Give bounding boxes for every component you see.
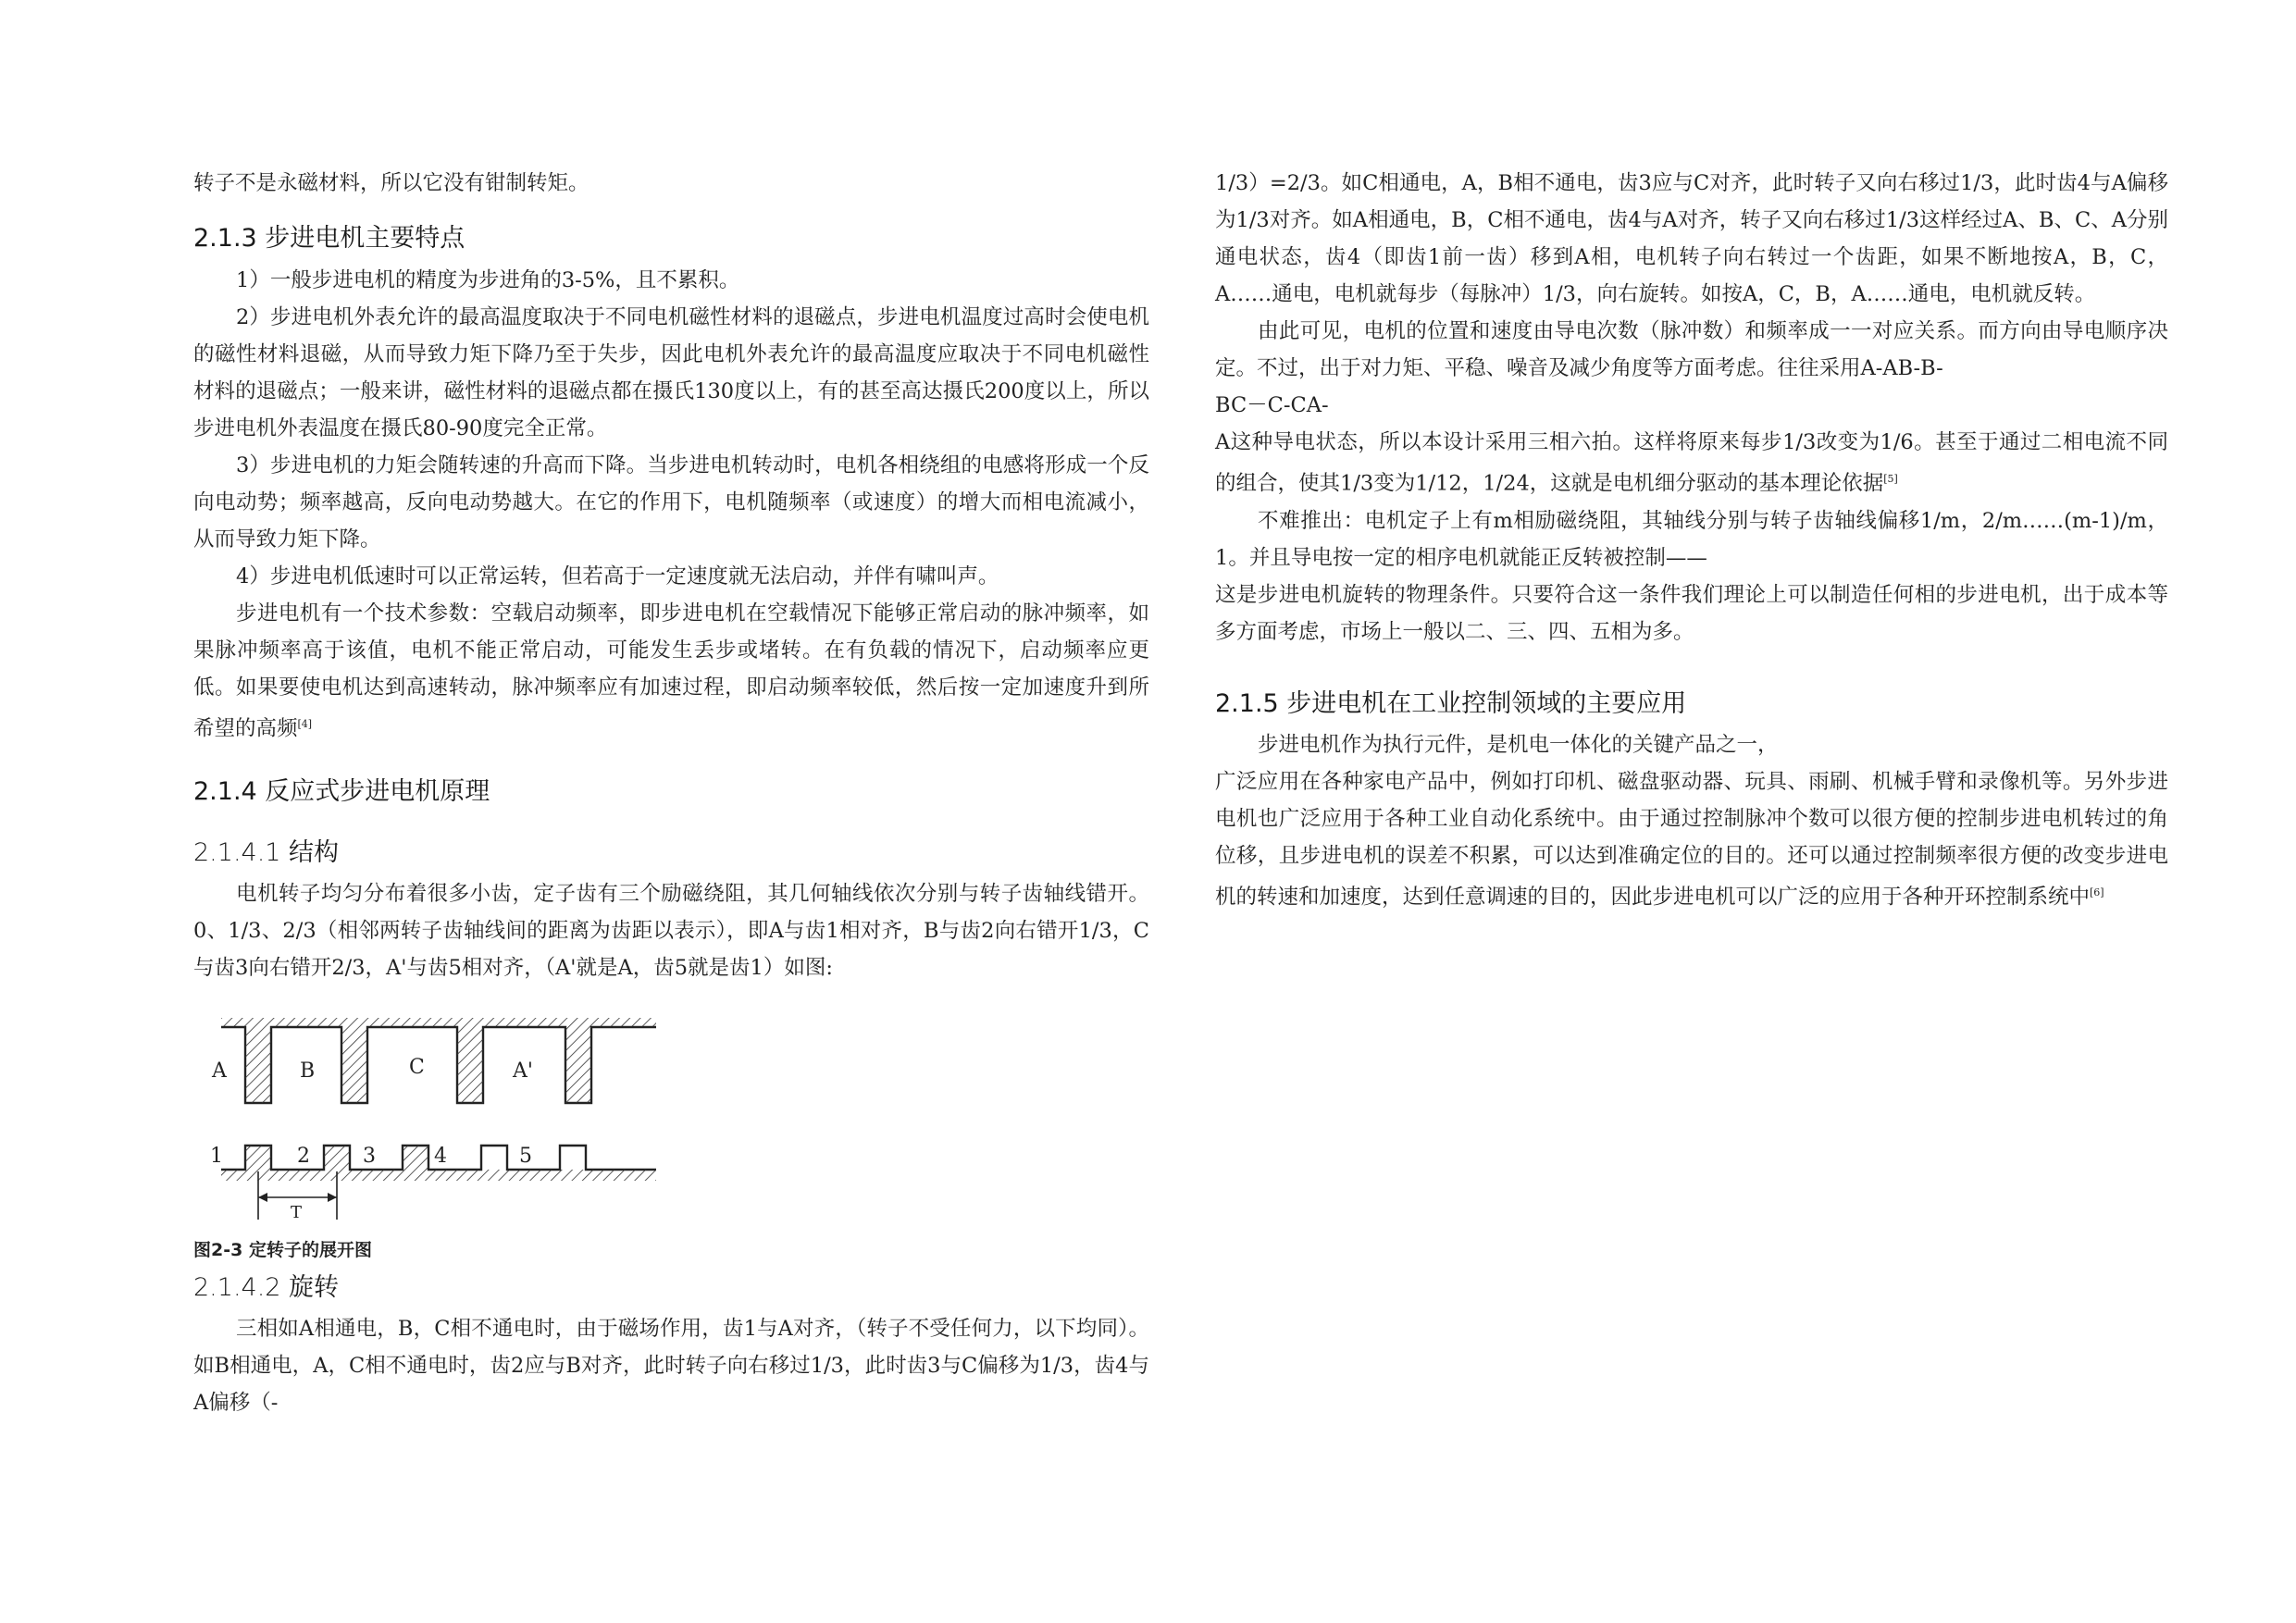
rotation-paragraph: 三相如A相通电，B，C相不通电时，由于磁场作用，齿1与A对齐，（转子不受任何力，以下均同）。如B相通电，A，C相不通电时，齿2应与B对齐，此时转子向右移过1/3，此时齿3与C偏移为1/3，齿4与A偏移（- (193, 1316, 1149, 1415)
heading-2-1-4-1: 2.1.4.1 结构 (193, 837, 340, 867)
rotor-tooth-3 (403, 1146, 428, 1170)
stator-tooth-a (245, 1027, 271, 1103)
application-text: 广泛应用在各种家电产品中，例如打印机、磁盘驱动器、玩具、雨刷、机械手臂和录像机等。另外步进电机也广泛应用于各种工业自动化系统中。由于通过控制脉冲个数可以很方便的控制步进电机转过的角位移，且步进电机的误差不积累，可以达到准确定位的目的。还可以通过控制频率很方便的改变步进电机的转速和加速度，达到任意调速的目的，因此步进电机可以广泛的应用于各种开环控制系统中 (1215, 769, 2168, 909)
label-A: A (212, 1059, 227, 1083)
label-3: 3 (363, 1144, 376, 1168)
heading-2-1-4: 2.1.4 反应式步进电机原理 (193, 776, 490, 806)
heading-2-1-4-2: 2.1.4.2 旋转 (193, 1272, 340, 1302)
citation-6: [6] (2090, 886, 2104, 898)
citation-4: [4] (297, 718, 313, 730)
feature-5-text: 步进电机有一个技术参数：空载启动频率，即步进电机在空载情况下能够正常启动的脉冲频率，如果脉冲频率高于该值，电机不能正常启动，可能发生丢步或堵转。在有负载的情况下，启动频率应更低。如果要使电机达到高速转动，脉冲频率应有加速过程，即启动频率较低，然后按一定加速度升到所希望的高频 (193, 601, 1149, 741)
label-1: 1 (210, 1144, 223, 1168)
phase-sequence-rest (1215, 424, 2168, 502)
rotor-tooth-2 (324, 1146, 350, 1170)
rotation-continued: 1/3）=2/3。如C相通电，A，B相不通电，齿3应与C对齐，此时转子又向右移过1/3，此时齿4与A偏移为1/3对齐。如A相通电，B，C相不通电，齿4与A对齐，转子又向右移过1/3这样经过A、B、C、A分别通电状态，齿4（即齿1前一齿）移到A相，电机转子向右转过一个齿距，如果不断地按A，B，C，A……通电，电机就每步（每脉冲）1/3，向右旋转。如按A，C，B，A……通电，电机就反转。 (1215, 171, 2168, 306)
label-T: T (291, 1202, 303, 1222)
label-2: 2 (297, 1144, 310, 1168)
feature-5 (193, 595, 1149, 748)
phase-sequence-paragraph: 由此可见，电机的位置和速度由导电次数（脉冲数）和频率成一一对应关系。而方向由导电顺序决定。不过，出于对力矩、平稳、噪音及减少角度等方面考虑。往往采用A-AB-B- (1215, 319, 2168, 380)
stator-tooth-a-prime (565, 1027, 591, 1103)
right-column (1215, 165, 2168, 915)
application-intro: 步进电机作为执行元件，是机电一体化的关键产品之一， (1258, 732, 1779, 757)
stator-tooth-c (457, 1027, 483, 1103)
phase-sequence-rest-text: A这种导电状态，所以本设计采用三相六拍。这样将原来每步1/3改变为1/6。甚至于通过二相电流不同的组合，使其1/3变为1/12，1/24，这就是电机细分驱动的基本理论依据 (1215, 430, 2168, 496)
label-5: 5 (519, 1144, 532, 1168)
rotor-hatch (221, 1170, 656, 1181)
label-A-prime: A' (513, 1059, 533, 1083)
heading-2-1-3: 2.1.3 步进电机主要特点 (193, 224, 465, 253)
structure-paragraph: 电机转子均匀分布着很多小齿，定子齿有三个励磁绕阻，其几何轴线依次分别与转子齿轴线错开。0、1/3、2/3（相邻两转子齿轴线间的距离为齿距以表示），即A与齿1相对齐，B与齿2向右错开1/3，C与齿3向右错开2/3，A'与齿5相对齐，（A'就是A，齿5就是齿1）如图: (193, 881, 1149, 980)
stator-hatch (221, 1018, 656, 1027)
rotor-tooth-1 (245, 1146, 271, 1170)
left-column (193, 165, 1149, 1421)
application-paragraph (1215, 763, 2168, 916)
figure-caption: 图2-3 定转子的展开图 (193, 1239, 372, 1260)
feature-1: 1）一般步进电机的精度为步进角的3-5%，且不累积。 (236, 268, 740, 292)
stator-tooth-b (341, 1027, 367, 1103)
feature-2: 2）步进电机外表允许的最高温度取决于不同电机磁性材料的退磁点，步进电机温度过高时会使电机的磁性材料退磁，从而导致力矩下降乃至于失步，因此电机外表允许的最高温度应取决于不同电机磁性材料的退磁点；一般来讲，磁性材料的退磁点都在摄氏130度以上，有的甚至高达摄氏200度以上，所以步进电机外表温度在摄氏80-90度完全正常。 (193, 305, 1149, 440)
inference-paragraph: 不难推出：电机定子上有m相励磁绕阻，其轴线分别与转子齿轴线偏移1/m，2/m……(m-1)/m，1。并且导电按一定的相序电机就能正反转被控制—— (1215, 508, 2168, 570)
citation-5: [5] (1883, 473, 1898, 485)
paragraph-intro: 转子不是永磁材料，所以它没有钳制转矩。 (193, 171, 590, 195)
label-4: 4 (434, 1144, 447, 1168)
label-B: B (300, 1059, 316, 1083)
feature-4: 4）步进电机低速时可以正常运转，但若高于一定速度就无法启动，并伴有啸叫声。 (236, 564, 999, 588)
inference-rest: 这是步进电机旋转的物理条件。只要符合这一条件我们理论上可以制造任何相的步进电机，出于成本等多方面考虑，市场上一般以二、三、四、五相为多。 (1215, 582, 2168, 644)
label-C: C (409, 1055, 425, 1079)
stator-rotor-diagram (193, 1014, 675, 1227)
phase-sequence-line: BC－C-CA- (1215, 393, 1329, 417)
feature-3: 3）步进电机的力矩会随转速的升高而下降。当步进电机转动时，电机各相绕组的电感将形成一个反向电动势；频率越高，反向电动势越大。在它的作用下，电机随频率（或速度）的增大而相电流减小，从而导致力矩下降。 (193, 453, 1149, 551)
heading-2-1-5: 2.1.5 步进电机在工业控制领域的主要应用 (1215, 688, 1687, 718)
